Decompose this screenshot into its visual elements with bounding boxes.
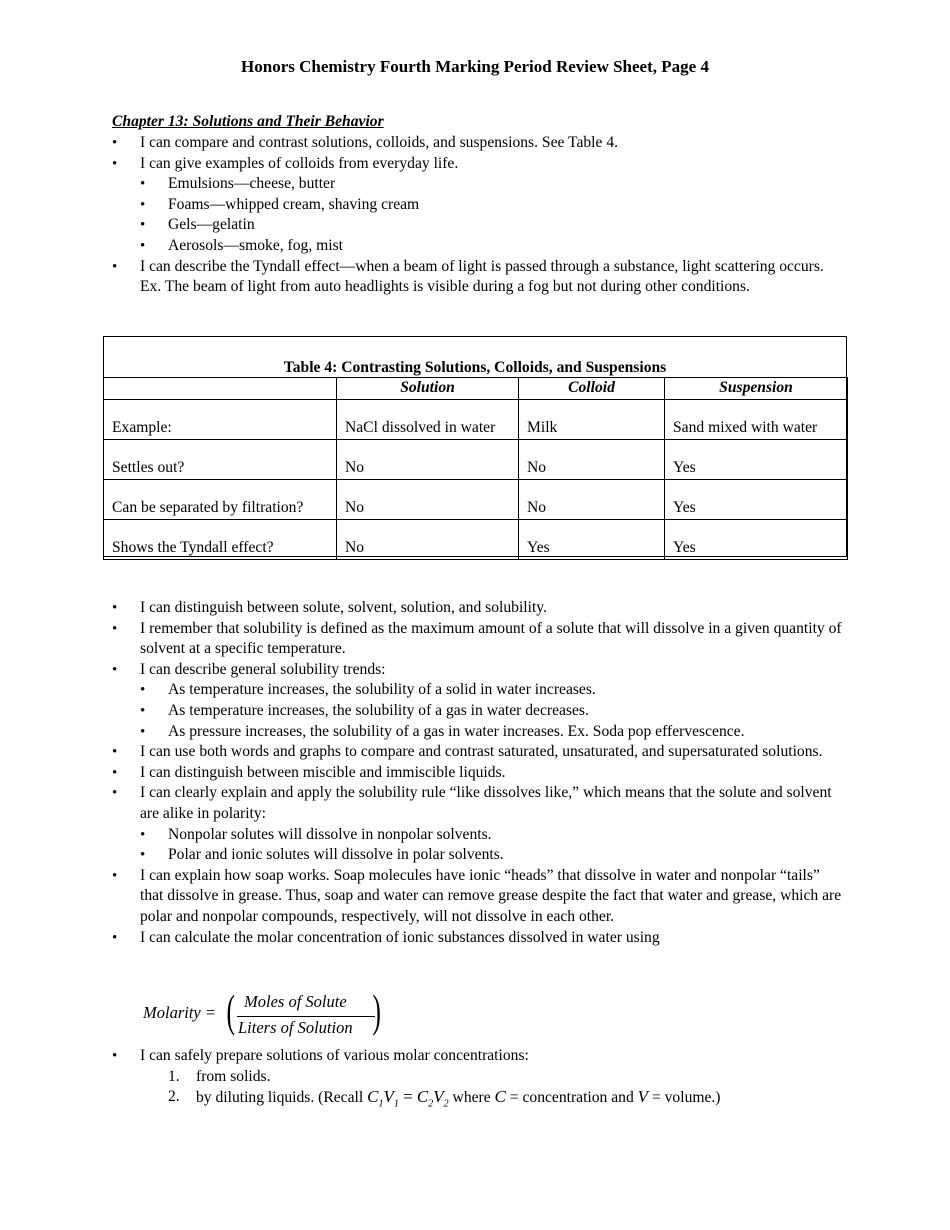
table-header-cell: Suspension <box>665 378 848 400</box>
table-cell: Can be separated by filtration? <box>104 479 337 519</box>
list-item: • I can use both words and graphs to compare and contrast saturated, unsaturated, and supersaturated solutions. <box>112 742 847 763</box>
variable-c: C <box>494 1087 506 1107</box>
formula-denominator: Liters of Solution <box>238 1018 353 1037</box>
sub-list-item: • Gels—gelatin <box>112 215 847 236</box>
contrast-table <box>103 336 847 557</box>
list-item: • I can distinguish between miscible and immiscible liquids. <box>112 763 847 784</box>
table-cell: Yes <box>665 439 848 479</box>
table-row <box>104 479 848 519</box>
sub-list-item: • As pressure increases, the solubility of a gas in water increases. Ex. Soda pop effervescence. <box>112 722 847 743</box>
table-cell: Example: <box>104 399 337 439</box>
preparation-list <box>112 1046 847 1115</box>
item-text: = volume.) <box>648 1089 721 1107</box>
item-text: by diluting liquids. (Recall <box>196 1089 368 1107</box>
table-cell: No <box>337 479 519 519</box>
list-item: • I can describe general solubility trends: <box>112 660 847 681</box>
list-item: • I can calculate the molar concentration of ionic substances dissolved in water using <box>112 928 847 949</box>
sub-list-item: • As temperature increases, the solubility of a solid in water increases. <box>112 680 847 701</box>
list-item: • I can give examples of colloids from everyday life. <box>112 154 847 175</box>
variable-v: V <box>637 1087 649 1107</box>
formula-numerator: Moles of Solute <box>244 992 347 1011</box>
table-cell: Shows the Tyndall effect? <box>104 519 337 559</box>
list-item: • I can clearly explain and apply the solubility rule “like dissolves like,” which means that the solute and solvent are alike in polarity: <box>112 783 847 824</box>
solubility-objectives-list <box>112 598 847 948</box>
item-number: 2. <box>168 1088 180 1106</box>
chapter-objectives-list <box>112 133 847 298</box>
list-item: • I can explain how soap works. Soap molecules have ionic “heads” that dissolve in water and nonpolar “tails” that dissolve in grease. Thus, soap and water can remove grease despite the fact that water and grease, which are polar and nonpolar compounds, respectively, will not dissolve in each other. <box>112 866 847 928</box>
table-cell: No <box>519 439 665 479</box>
fraction-bar <box>237 1016 375 1017</box>
page-title: Honors Chemistry Fourth Marking Period Review Sheet, Page 4 <box>241 57 709 76</box>
table-cell: Yes <box>665 519 848 559</box>
table-grid <box>103 377 848 560</box>
right-paren: ) <box>372 985 381 1036</box>
table-row <box>104 519 848 559</box>
table-cell: Milk <box>519 399 665 439</box>
table-cell: NaCl dissolved in water <box>337 399 519 439</box>
item-text: = concentration and <box>505 1089 638 1107</box>
numbered-item <box>112 1067 847 1088</box>
item-number: 1. <box>168 1067 180 1085</box>
list-item: • I can safely prepare solutions of various molar concentrations: <box>112 1046 847 1067</box>
table-caption: Table 4: Contrasting Solutions, Colloids, and Suspensions <box>283 359 667 376</box>
list-item: • I can describe the Tyndall effect—when a beam of light is passed through a substance, light scattering occurs. Ex. The beam of light from auto headlights is visible during a fog but not during other conditions. <box>112 257 847 298</box>
list-item: • I remember that solubility is defined as the maximum amount of a solute that will dissolve in a given quantity of solvent at a specific temperature. <box>112 619 847 660</box>
table-cell: No <box>337 519 519 559</box>
chapter-heading: Chapter 13: Solutions and Their Behavior <box>112 113 384 130</box>
table-cell: Yes <box>519 519 665 559</box>
sub-list-item: • Polar and ionic solutes will dissolve in polar solvents. <box>112 845 847 866</box>
left-paren: ( <box>226 985 235 1036</box>
table-cell: Sand mixed with water <box>665 399 848 439</box>
item-text: from solids. <box>196 1067 271 1085</box>
table-row <box>104 439 848 479</box>
item-text: where <box>448 1089 495 1107</box>
molarity-formula <box>143 985 403 1041</box>
formula-lhs: Molarity = <box>143 1003 217 1022</box>
table-header-row <box>104 378 848 400</box>
table-header-cell <box>104 378 337 400</box>
table-row <box>104 399 848 439</box>
table-cell: Yes <box>665 479 848 519</box>
sub-list-item: • Nonpolar solutes will dissolve in nonpolar solvents. <box>112 825 847 846</box>
list-item: • I can distinguish between solute, solvent, solution, and solubility. <box>112 598 847 619</box>
sub-list-item: • Foams—whipped cream, shaving cream <box>112 195 847 216</box>
sub-list-item: • Aerosols—smoke, fog, mist <box>112 236 847 257</box>
table-cell: No <box>519 479 665 519</box>
list-item: • I can compare and contrast solutions, colloids, and suspensions. See Table 4. <box>112 133 847 154</box>
table-header-cell: Solution <box>337 378 519 400</box>
table-header-cell: Colloid <box>519 378 665 400</box>
numbered-item <box>112 1087 847 1115</box>
table-cell: Settles out? <box>104 439 337 479</box>
sub-list-item: • Emulsions—cheese, butter <box>112 174 847 195</box>
sub-list-item: • As temperature increases, the solubility of a gas in water decreases. <box>112 701 847 722</box>
table-cell: No <box>337 439 519 479</box>
dilution-equation: $C_1V_1 = C_2V_2$ <box>367 1087 449 1110</box>
